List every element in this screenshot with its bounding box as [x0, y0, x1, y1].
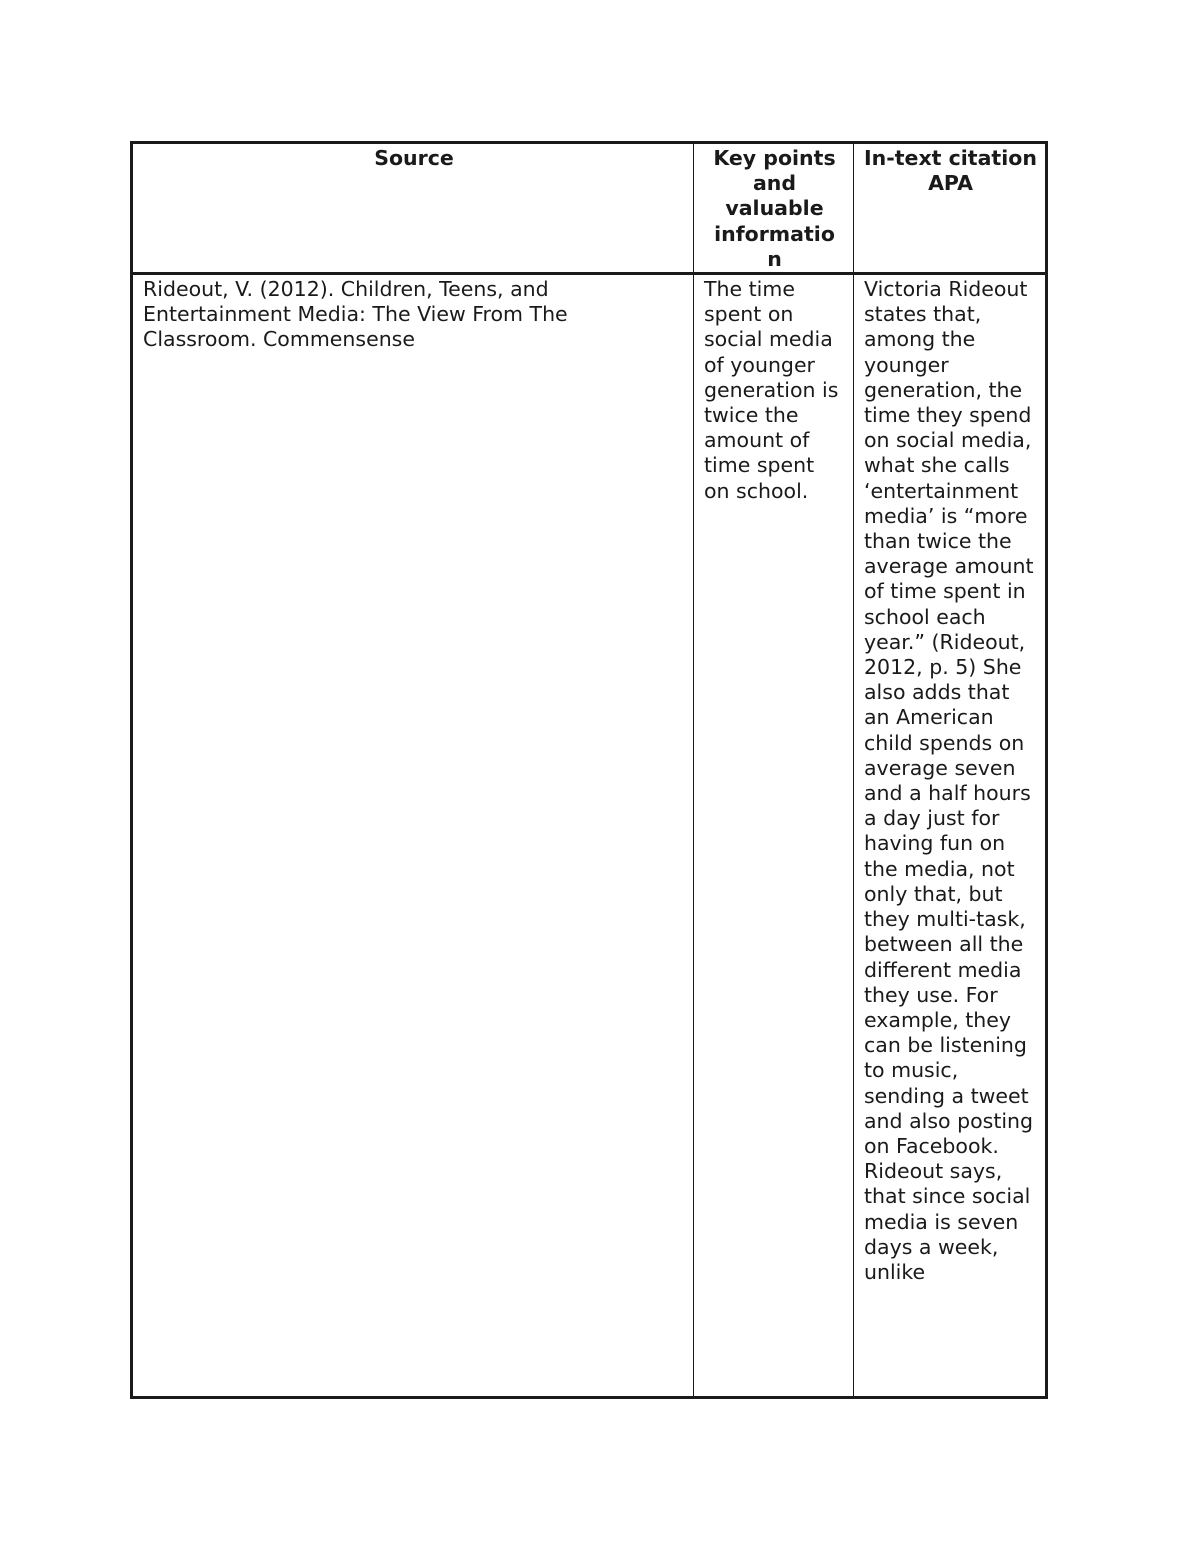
key-points-text: The time spent on social media of younger generation is twice the amount of time spent on school. [704, 277, 839, 503]
cell-source [132, 274, 694, 1398]
cell-citation [854, 274, 1047, 1398]
citation-text: Victoria Rideout states that, among the younger generation, the time they spend on social media, what she calls ‘entertainment media’ is “more than twice the average amount of time spent in school each year.” (Rideout, 2012, p. 5) She also adds that an American child spends on average seven and a half hours a day just for having fun on the media, not only that, but they multi-task, between all the different media they use. For example, they can be listening to music, sending a tweet and also posting on Facebook. Rideout says, that since social media is seven days a week, unlike [864, 277, 1034, 1284]
research-notes-table [130, 141, 1048, 1399]
cell-key-points [694, 274, 854, 1398]
header-source-label: Source [374, 146, 454, 170]
table-header-row [132, 143, 1047, 274]
source-text: Rideout, V. (2012). Children, Teens, and Entertainment Media: The View From The Classroom. Commensense [143, 277, 568, 352]
header-key-points [694, 143, 854, 274]
header-citation [854, 143, 1047, 274]
header-source [132, 143, 694, 274]
table-row [132, 274, 1047, 1398]
header-key-points-label: Key points and valuable informatio n [713, 146, 836, 271]
header-citation-label: In-text citation APA [864, 146, 1037, 196]
